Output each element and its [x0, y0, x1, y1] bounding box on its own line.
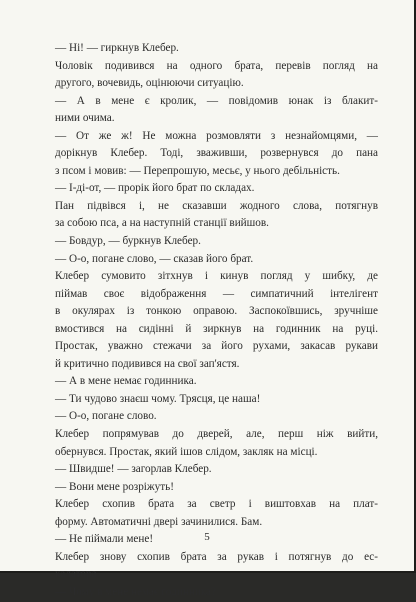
text-line: — Ти чудово знаєш чому. Трясця, це наша!: [55, 392, 261, 405]
paragraph: [36, 408, 378, 426]
paragraph: [36, 268, 378, 373]
paragraph: [36, 93, 378, 128]
text-line: за собою пса, а на наступній станції вийшов.: [55, 217, 269, 230]
paragraph: [36, 549, 378, 584]
text-line: піймав своє відображення — симпатичний інтелігент: [55, 287, 378, 300]
paragraph: [36, 461, 378, 479]
text-line: дорікнув Клебер. Тоді, зваживши, розвернувся до пана: [55, 147, 378, 160]
text-line: — І-ді-от, — прорік його брат по складах.: [55, 182, 255, 195]
text-line: Клебер схопив брата за светр і виштовхав на плат-: [55, 498, 378, 511]
body-text: [36, 40, 378, 602]
text-line: — О-о, погане слово.: [55, 410, 157, 423]
paragraph: [36, 251, 378, 269]
paragraph: [36, 198, 378, 233]
paragraph: [36, 479, 378, 497]
paragraph: [36, 373, 378, 391]
text-line: — А в мене є кролик, — повідомив юнак із блакит-: [55, 94, 378, 107]
paragraph: [36, 128, 378, 181]
text-line: форму. Автоматичні двері зачинилися. Бам.: [55, 515, 263, 528]
text-line: — Вони мене розріжуть!: [55, 480, 174, 493]
text-line: Пан підвівся і, не сказавши жодного слова, потягнув: [55, 199, 378, 212]
text-line: Клебер знову схопив брата за рукав і потягнув до ес-: [55, 550, 378, 563]
paragraph: [36, 40, 378, 58]
text-line: калатора.: [55, 568, 100, 581]
text-line: — Ні! — гиркнув Клебер.: [55, 42, 179, 54]
paragraph: [36, 180, 378, 198]
text-line: Чоловік подивився на одного брата, перевів погляд на: [55, 59, 378, 72]
text-line: з псом і мовив: — Перепрошую, месьє, у нього дебільність.: [55, 164, 340, 177]
text-line: ними очима.: [55, 112, 115, 125]
text-line: вмостився на сидінні й зиркнув на годинник на руці.: [55, 322, 378, 335]
page-number: 5: [204, 531, 210, 543]
text-line: — Швидше! — загорлав Клебер.: [55, 463, 212, 476]
text-line: Клебер сумовито зітхнув і кинув погляд у шибку, де: [55, 270, 378, 283]
text-line: — А в мене немає годинника.: [55, 375, 197, 388]
paragraph: [36, 391, 378, 409]
text-line: — Чому в мене немає годинника?: [55, 585, 216, 598]
text-line: Клебер попрямував до дверей, але, перш ніж вийти,: [55, 428, 378, 441]
text-line: другого, вочевидь, оцінюючи ситуацію.: [55, 77, 244, 90]
text-line: Простак, уважно стежачи за його рухами, закасав рукави: [55, 340, 378, 353]
text-line: — Бовдур, — буркнув Клебер.: [55, 235, 201, 248]
paragraph: [36, 426, 378, 461]
paragraph: [36, 496, 378, 531]
text-line: — О-о, погане слово, — сказав його брат.: [55, 252, 254, 265]
text-line: й критично подивився на свої зап'ястя.: [55, 357, 240, 370]
text-line: — От же ж! Не можна розмовляти з незнайомцями, —: [55, 129, 378, 142]
text-line: — Не піймали мене!: [55, 533, 154, 546]
paragraph: [36, 233, 378, 251]
paragraph: [36, 584, 378, 602]
text-line: обернувся. Простак, який ішов слідом, закляк на місці.: [55, 445, 318, 458]
paragraph: [36, 58, 378, 93]
text-line: в окулярах із тонкою оправою. Заспокоївшись, зручніше: [55, 305, 378, 318]
